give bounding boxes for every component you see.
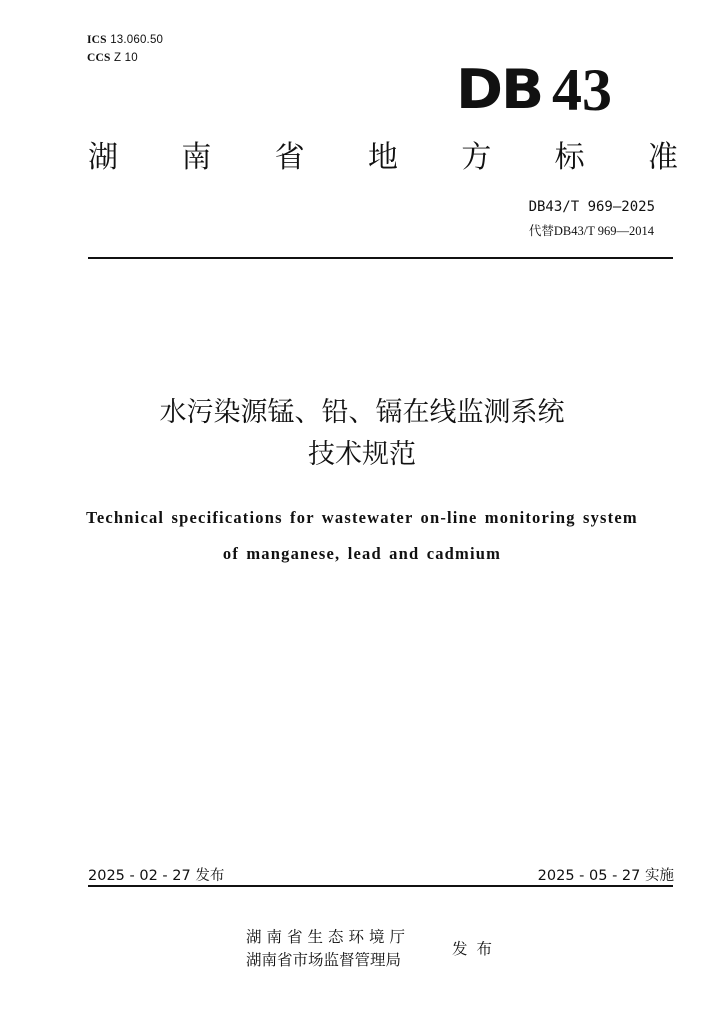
ccs-value: Z 10 <box>114 52 138 64</box>
issuing-authorities <box>246 926 410 972</box>
ics-value: 13.060.50 <box>110 34 164 46</box>
standard-number: DB43/T 969—2025 <box>528 199 655 215</box>
logo-code: 43 <box>551 57 612 123</box>
bottom-divider <box>88 885 673 887</box>
ics-code <box>87 34 163 46</box>
logo-prefix: DB <box>456 58 543 121</box>
issue-date: 2025 - 02 - 27 发布 <box>88 868 225 884</box>
standard-type-char: 标 <box>554 140 585 175</box>
ics-label: ICS <box>87 34 107 46</box>
implementation-date: 2025 - 05 - 27 实施 <box>537 868 674 884</box>
standard-type-char: 方 <box>461 140 492 175</box>
chinese-title-line2: 技术规范 <box>308 439 416 470</box>
english-title <box>0 500 724 572</box>
ccs-label: CCS <box>87 52 111 64</box>
standard-type-char: 省 <box>274 140 305 175</box>
db43-logo <box>456 57 612 123</box>
standard-type-char: 湖 <box>88 140 118 175</box>
issuer-line1: 湖南省生态环境厅 <box>246 928 411 946</box>
standard-type-char: 地 <box>367 140 398 175</box>
chinese-title <box>0 392 724 476</box>
chinese-title-line1: 水污染源锰、铅、镉在线监测系统 <box>159 397 565 428</box>
english-title-line2: of manganese, lead and cadmium <box>222 544 502 563</box>
issuer-line2: 湖南省市场监督管理局 <box>246 951 402 969</box>
replaces-standard: 代替DB43/T 969—2014 <box>528 224 654 238</box>
english-title-line1: Technical specifications for wastewater on-line monitoring system <box>86 508 638 527</box>
standard-type-heading <box>88 132 678 176</box>
standard-type-char: 南 <box>181 140 212 175</box>
standard-type-char: 准 <box>647 140 678 175</box>
ccs-code <box>87 52 138 64</box>
issued-label: 发布 <box>452 940 502 958</box>
top-divider <box>88 257 673 259</box>
